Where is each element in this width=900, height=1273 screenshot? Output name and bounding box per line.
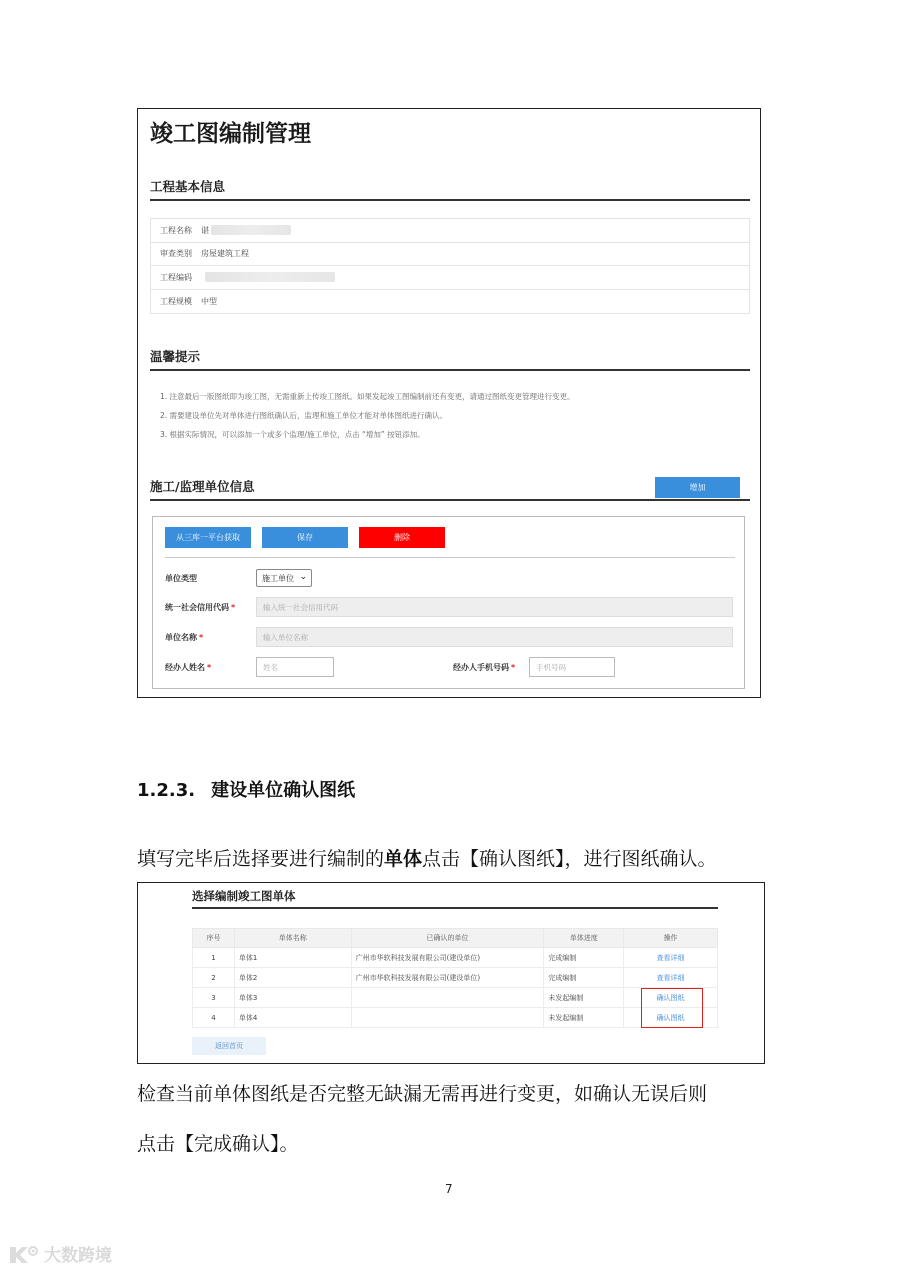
col-header: 操作 [624, 929, 718, 948]
delete-button[interactable]: 删除 [359, 527, 445, 548]
handler-name-input[interactable]: 姓名 [256, 657, 334, 677]
save-button[interactable]: 保存 [262, 527, 348, 548]
unit-form-panel [152, 516, 745, 689]
section-heading [137, 776, 355, 802]
page-title: 竣工图编制管理 [150, 121, 311, 147]
confirm-drawing-link[interactable]: 确认图纸 [656, 1013, 685, 1022]
unit-info-heading: 施工/监理单位信息 [150, 479, 255, 494]
tip-item: 3. 根据实际情况，可以添加一个或多个监理/施工单位，点击 “增加” 按钮添加。 [160, 430, 425, 439]
info-row-project-name [151, 219, 749, 243]
info-label: 审查类别 [160, 249, 192, 259]
info-value: 谌 [201, 225, 209, 235]
section-divider [150, 369, 750, 371]
tips-heading: 温馨提示 [150, 349, 201, 364]
confirm-drawing-link[interactable]: 确认图纸 [656, 993, 685, 1002]
tip-item: 2. 需要建设单位先对单体进行图纸确认后，监理和施工单位才能对单体图纸进行确认。 [160, 411, 448, 420]
section-divider [150, 499, 750, 501]
info-label: 工程名称 [160, 225, 192, 235]
panel-title: 选择编制竣工图单体 [192, 889, 296, 903]
redacted-blur [211, 225, 291, 235]
tip-item: 1. 注意最后一版图纸即为竣工图，无需重新上传竣工图纸。如果发起竣工图编制前还有变更，请通过图纸变更管理进行变更。 [160, 392, 575, 401]
watermark-logo-icon [8, 1243, 40, 1265]
handler-phone-input[interactable]: 手机号码 [529, 657, 615, 677]
back-home-button[interactable]: 返回首页 [192, 1037, 266, 1055]
add-button[interactable]: 增加 [655, 477, 740, 498]
table-header-row [193, 929, 718, 948]
col-header: 单体进度 [544, 929, 624, 948]
table-row: 3 单体3 未发起编制 确认图纸 [193, 988, 718, 1008]
unit-table [192, 928, 718, 1028]
basic-info-table [150, 218, 750, 314]
col-header: 序号 [193, 929, 235, 948]
table-row: 1 单体1 广州市华软科技发展有限公司(建设单位) 完成编制 查看详细 [193, 948, 718, 968]
section-divider [192, 907, 718, 909]
section-divider [150, 199, 750, 201]
section-title: 建设单位确认图纸 [211, 780, 356, 801]
unit-type-select[interactable] [256, 569, 312, 587]
info-row-review-category [151, 243, 749, 267]
info-label: 工程规模 [160, 296, 192, 306]
table-row: 2 单体2 广州市华软科技发展有限公司(建设单位) 完成编制 查看详细 [193, 968, 718, 988]
basic-info-heading: 工程基本信息 [150, 179, 226, 194]
handler-name-label: 经办人姓名 * [165, 663, 212, 672]
watermark [8, 1241, 112, 1266]
page-number: 7 [445, 1182, 453, 1196]
info-value: 中型 [201, 296, 217, 306]
table-row: 4 单体4 未发起编制 确认图纸 [193, 1008, 718, 1028]
watermark-text: 大数跨境 [44, 1246, 112, 1266]
instruction-paragraph: 填写完毕后选择要进行编制的单体点击【确认图纸】，进行图纸确认。 [137, 848, 717, 870]
unit-name-input[interactable]: 输入单位名称 [256, 627, 733, 647]
section-number: 1.2.3. [137, 780, 196, 801]
info-value: 房屋建筑工程 [201, 249, 249, 259]
col-header: 单体名称 [234, 929, 351, 948]
redacted-blur [205, 272, 335, 282]
confirm-paragraph-line2: 点击【完成确认】。 [137, 1133, 299, 1155]
credit-code-input[interactable]: 输入统一社会信用代码 [256, 597, 733, 617]
credit-code-label: 统一社会信用代码 * [165, 603, 236, 612]
unit-name-label: 单位名称 * [165, 633, 204, 642]
view-details-link[interactable]: 查看详细 [656, 953, 685, 962]
unit-type-value: 施工单位 [262, 573, 294, 583]
col-header: 已确认的单位 [351, 929, 544, 948]
handler-phone-label: 经办人手机号码 * [453, 663, 516, 672]
unit-type-label: 单位类型 [165, 574, 197, 583]
screenshot-completion-drawing-management [137, 108, 761, 698]
form-divider [165, 557, 735, 558]
info-row-project-code [151, 266, 749, 290]
chevron-down-icon: ⌄ [299, 572, 307, 582]
view-details-link[interactable]: 查看详细 [656, 973, 685, 982]
info-label: 工程编码 [160, 272, 192, 282]
screenshot-select-unit [137, 882, 765, 1064]
tips-list [160, 387, 575, 444]
fetch-from-platform-button[interactable]: 从三库一平台获取 [165, 527, 251, 548]
highlight-box [641, 988, 703, 1028]
info-row-project-scale [151, 290, 749, 314]
confirm-paragraph-line1: 检查当前单体图纸是否完整无缺漏无需再进行变更，如确认无误后则 [137, 1083, 708, 1105]
